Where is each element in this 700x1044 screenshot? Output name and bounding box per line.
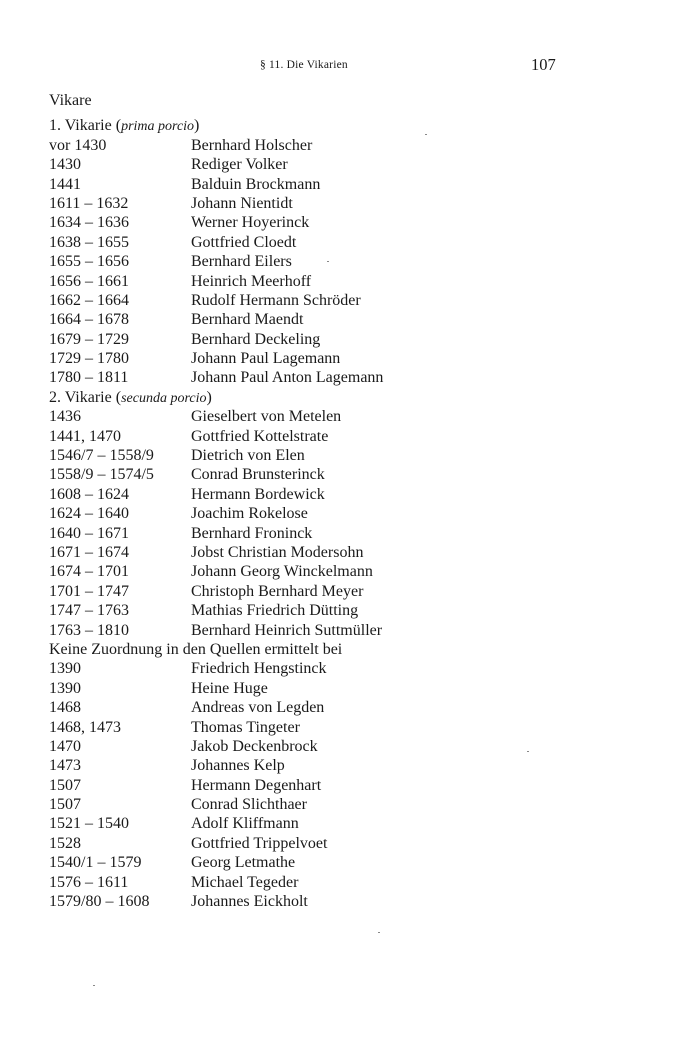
entry-date: 1656 – 1661 <box>49 272 129 290</box>
entry-name: Joachim Rokelose <box>191 505 308 523</box>
list-item <box>49 252 649 271</box>
entry-date: 1390 <box>49 679 81 697</box>
running-title: § 11. Die Vikarien <box>260 59 348 71</box>
section-label-latin: secunda porcio <box>121 390 207 406</box>
entry-date: 1546/7 – 1558/9 <box>49 447 154 465</box>
list-item <box>49 814 649 833</box>
scan-speck <box>378 932 380 933</box>
section-label <box>49 640 649 659</box>
list-item <box>49 621 649 640</box>
entry-date: 1521 – 1540 <box>49 815 129 833</box>
entry-name: Friedrich Hengstinck <box>191 660 327 678</box>
section-heading: Vikare <box>49 92 92 109</box>
vikare-list <box>49 91 649 911</box>
page-number: 107 <box>531 55 556 74</box>
list-item <box>49 465 649 484</box>
list-item <box>49 892 649 911</box>
list-item <box>49 427 649 446</box>
entry-name: Thomas Tingeter <box>191 718 300 736</box>
entry-date: 1780 – 1811 <box>49 369 129 387</box>
list-item <box>49 446 649 465</box>
section-label <box>49 388 649 407</box>
list-item <box>49 659 649 678</box>
entry-name: Gottfried Cloedt <box>191 233 297 251</box>
entry-name: Johannes Eickholt <box>191 893 308 911</box>
list-item <box>49 698 649 717</box>
entry-date: 1540/1 – 1579 <box>49 854 142 872</box>
list-item <box>49 194 649 213</box>
list-item <box>49 718 649 737</box>
list-item <box>49 233 649 252</box>
entry-date: 1662 – 1664 <box>49 291 129 309</box>
list-item <box>49 213 649 232</box>
list-item <box>49 853 649 872</box>
entry-date: 1528 <box>49 834 81 852</box>
entry-name: Christoph Bernhard Meyer <box>191 582 364 600</box>
entry-date: 1679 – 1729 <box>49 330 129 348</box>
entry-date: 1579/80 – 1608 <box>49 893 150 911</box>
section-label-text: 1. Vikarie ( <box>49 117 122 135</box>
list-item <box>49 756 649 775</box>
list-item <box>49 776 649 795</box>
entry-name: Balduin Brockmann <box>191 175 321 193</box>
list-item <box>49 737 649 756</box>
entry-name: Gottfried Kottelstrate <box>191 427 329 445</box>
entry-name: Jakob Deckenbrock <box>191 737 318 755</box>
entry-date: 1763 – 1810 <box>49 621 129 639</box>
sections-container <box>49 116 649 911</box>
entry-date: 1507 <box>49 776 81 794</box>
list-item <box>49 175 649 194</box>
scan-speck <box>327 261 329 262</box>
entry-name: Andreas von Legden <box>191 699 325 717</box>
list-item <box>49 873 649 892</box>
entry-name: Rediger Volker <box>191 156 288 174</box>
running-head <box>0 57 700 77</box>
entry-date: 1674 – 1701 <box>49 563 129 581</box>
entry-date: 1441, 1470 <box>49 427 121 445</box>
entry-name: Johann Georg Winckelmann <box>191 563 373 581</box>
entry-name: Bernhard Holscher <box>191 136 313 154</box>
list-item <box>49 485 649 504</box>
entry-date: 1441 <box>49 175 81 193</box>
entry-date: 1701 – 1747 <box>49 582 129 600</box>
list-item <box>49 679 649 698</box>
entry-name: Jobst Christian Modersohn <box>191 543 364 561</box>
entry-date: 1624 – 1640 <box>49 505 129 523</box>
entry-date: 1611 – 1632 <box>49 194 129 212</box>
entry-name: Bernhard Heinrich Suttmüller <box>191 621 383 639</box>
entry-date: 1671 – 1674 <box>49 543 129 561</box>
entry-name: Conrad Slichthaer <box>191 796 307 814</box>
section-label-text: Keine Zuordnung in den Quellen ermittelt bei <box>49 640 343 658</box>
list-item <box>49 330 649 349</box>
entry-name: Heinrich Meerhoff <box>191 272 312 290</box>
list-item <box>49 349 649 368</box>
entry-date: 1430 <box>49 156 81 174</box>
entry-date: 1390 <box>49 660 81 678</box>
list-item <box>49 136 649 155</box>
entry-name: Gottfried Trippelvoet <box>191 834 328 852</box>
scan-speck <box>527 751 529 752</box>
entry-date: 1558/9 – 1574/5 <box>49 466 154 484</box>
list-item <box>49 272 649 291</box>
entry-name: Hermann Bordewick <box>191 485 325 503</box>
section-label <box>49 116 649 135</box>
entry-name: Johannes Kelp <box>191 757 285 775</box>
section-label-close: ) <box>206 388 212 406</box>
entry-name: Conrad Brunsterinck <box>191 466 325 484</box>
entry-date: 1507 <box>49 796 81 814</box>
entry-date: vor 1430 <box>49 136 107 154</box>
entry-date: 1747 – 1763 <box>49 602 129 620</box>
entry-name: Johann Nientidt <box>191 194 293 212</box>
entry-date: 1470 <box>49 737 81 755</box>
list-item <box>49 601 649 620</box>
entry-date: 1634 – 1636 <box>49 214 129 232</box>
entry-name: Dietrich von Elen <box>191 447 305 465</box>
entry-name: Heine Huge <box>191 679 268 697</box>
entry-date: 1638 – 1655 <box>49 233 129 251</box>
list-item <box>49 407 649 426</box>
section-label-latin: prima porcio <box>121 119 195 135</box>
entry-date: 1468, 1473 <box>49 718 121 736</box>
list-item <box>49 834 649 853</box>
entry-date: 1729 – 1780 <box>49 350 129 368</box>
entry-name: Gieselbert von Metelen <box>191 408 342 426</box>
list-item <box>49 368 649 387</box>
entry-name: Johann Paul Lagemann <box>191 350 341 368</box>
entry-name: Michael Tegeder <box>191 873 299 891</box>
entry-date: 1473 <box>49 757 81 775</box>
list-item <box>49 291 649 310</box>
entry-name: Johann Paul Anton Lagemann <box>191 369 384 387</box>
entry-date: 1655 – 1656 <box>49 253 129 271</box>
section-label-close: ) <box>194 117 200 135</box>
list-item <box>49 582 649 601</box>
section-label-text: 2. Vikarie ( <box>49 388 122 406</box>
scan-speck <box>425 134 427 135</box>
entry-name: Georg Letmathe <box>191 854 296 872</box>
entry-name: Bernhard Eilers <box>191 253 292 271</box>
list-item <box>49 543 649 562</box>
list-item <box>49 504 649 523</box>
entry-date: 1436 <box>49 408 81 426</box>
scan-speck <box>93 985 95 986</box>
list-item <box>49 310 649 329</box>
list-item <box>49 562 649 581</box>
list-item <box>49 795 649 814</box>
entry-name: Bernhard Maendt <box>191 311 304 329</box>
entry-date: 1640 – 1671 <box>49 524 129 542</box>
entry-name: Rudolf Hermann Schröder <box>191 291 361 309</box>
list-item <box>49 155 649 174</box>
entry-date: 1576 – 1611 <box>49 873 129 891</box>
entry-name: Bernhard Froninck <box>191 524 313 542</box>
entry-date: 1468 <box>49 699 81 717</box>
entry-name: Adolf Kliffmann <box>191 815 299 833</box>
entry-name: Werner Hoyerinck <box>191 214 310 232</box>
list-item <box>49 524 649 543</box>
entry-date: 1608 – 1624 <box>49 485 129 503</box>
entry-name: Hermann Degenhart <box>191 776 322 794</box>
entry-name: Bernhard Deckeling <box>191 330 321 348</box>
entry-name: Mathias Friedrich Dütting <box>191 602 359 620</box>
entry-date: 1664 – 1678 <box>49 311 129 329</box>
